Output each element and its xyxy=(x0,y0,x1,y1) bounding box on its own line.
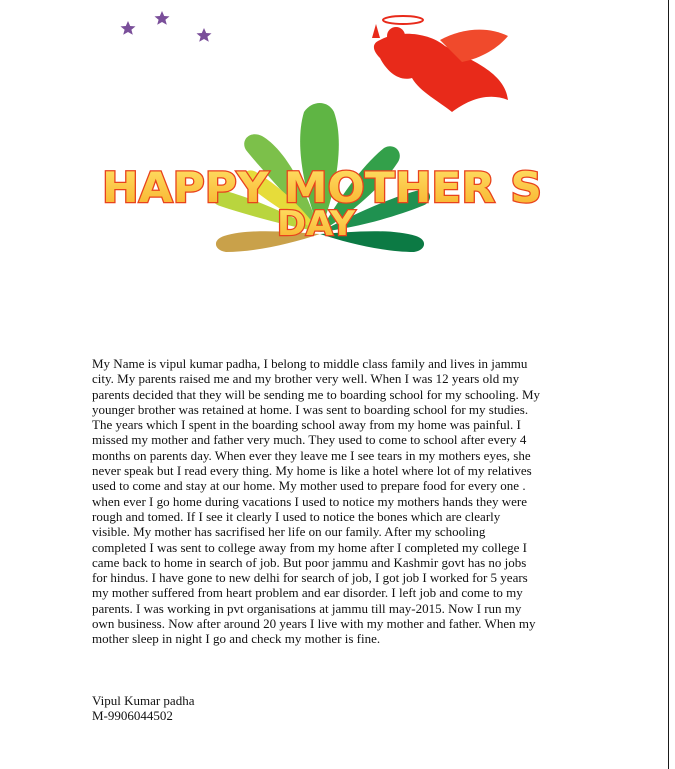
banner-line1: HAPPY MOTHER S xyxy=(102,163,542,212)
signature-block xyxy=(92,693,194,724)
banner-title xyxy=(102,163,542,244)
signature-phone: M-9906044502 xyxy=(92,708,173,724)
angel-icon xyxy=(372,16,508,112)
mothers-day-banner xyxy=(0,0,668,300)
star-icon xyxy=(121,21,136,35)
star-icon xyxy=(197,28,212,42)
letter-body: My Name is vipul kumar padha, I belong to middle class family and lives in jammu city. My parents raised me and my brother very well. When I was 12 years old my parents decided that they will be sending me to boarding school for my schooling. My younger brother was retained at home. I was sent to boarding school for my studies. The years which I spent in the boarding school away from my home was painful. I missed my mother and father very much. They used to come to school after every 4 months on parents day. When ever they leave me I see tears in my mothers eyes, she never speak but I read every thing. My home is like a hotel where lot of my relatives used to come and stay at our home. My mother used to prepare food for every one . when ever I go home during vacations I used to notice my mothers hands they were rough and tomed. If I see it clearly I used to notice the bones which are clearly visible. My mother has sacrifised her life on our family. After my schooling completed I was sent to college away from my home after I completed my college I came back to home in search of job. But poor jammu and Kashmir govt has no jobs for hindus. I have gone to new delhi for search of job, I got job I worked for 5 years my mother suffered from heart problem and ear disorder. I left job and come to my parents. I was working in pvt organisations at jammu till may-2015. Now I run my own business. Now after around 20 years I live with my mother and father. When my mother sleep in night I go and check my mother is fine. xyxy=(92,356,541,647)
banner-line2: DAY xyxy=(277,204,356,244)
star-icon xyxy=(155,11,170,25)
signature-name: Vipul Kumar padha xyxy=(92,693,195,708)
